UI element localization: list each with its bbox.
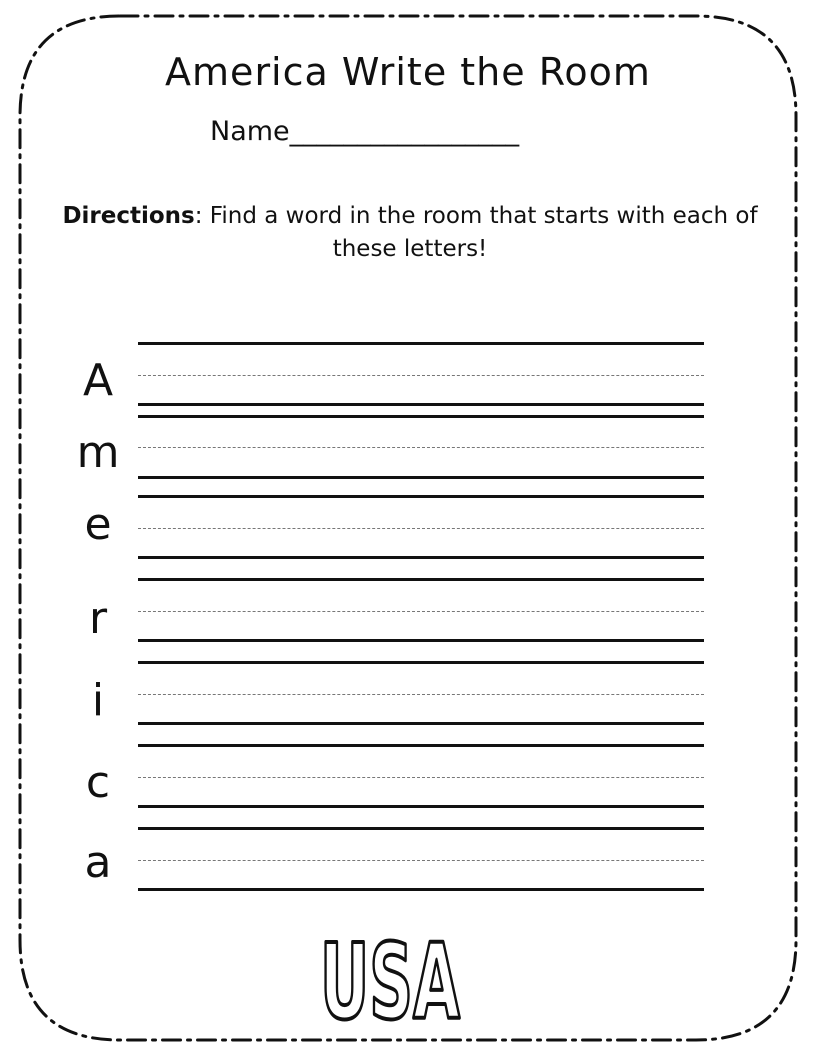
writing-line-base[interactable] [138, 476, 704, 479]
writing-line-base[interactable] [138, 805, 704, 808]
writing-line-top [138, 661, 704, 664]
writing-line-base[interactable] [138, 722, 704, 725]
row-letter: r [88, 593, 108, 644]
worksheet-title: America Write the Room [165, 50, 651, 94]
usa-logo-text: USA [320, 921, 460, 1043]
writing-line-mid [138, 447, 704, 448]
row-letter: A [82, 355, 114, 406]
writing-line-mid [138, 528, 704, 529]
writing-line-top [138, 415, 704, 418]
writing-line-base[interactable] [138, 403, 704, 406]
writing-line-top [138, 495, 704, 498]
row-letter: a [84, 837, 112, 888]
usa-logo [310, 915, 470, 1043]
row-letter: m [76, 427, 120, 478]
writing-line-top [138, 342, 704, 345]
writing-line-base[interactable] [138, 639, 704, 642]
writing-line-mid [138, 375, 704, 376]
row-letter: e [84, 499, 112, 550]
directions [60, 200, 760, 266]
row-letter: c [85, 757, 111, 808]
directions-label: Directions [62, 203, 195, 229]
writing-line-base[interactable] [138, 888, 704, 891]
name-field[interactable]: Name_________________ [210, 116, 520, 147]
row-letter: i [91, 675, 105, 726]
writing-line-base[interactable] [138, 556, 704, 559]
writing-line-mid [138, 777, 704, 778]
writing-line-mid [138, 611, 704, 612]
directions-text: : Find a word in the room that starts with each of these letters! [194, 203, 758, 262]
writing-line-top [138, 744, 704, 747]
writing-line-mid [138, 860, 704, 861]
writing-line-top [138, 827, 704, 830]
writing-line-mid [138, 694, 704, 695]
writing-line-top [138, 578, 704, 581]
